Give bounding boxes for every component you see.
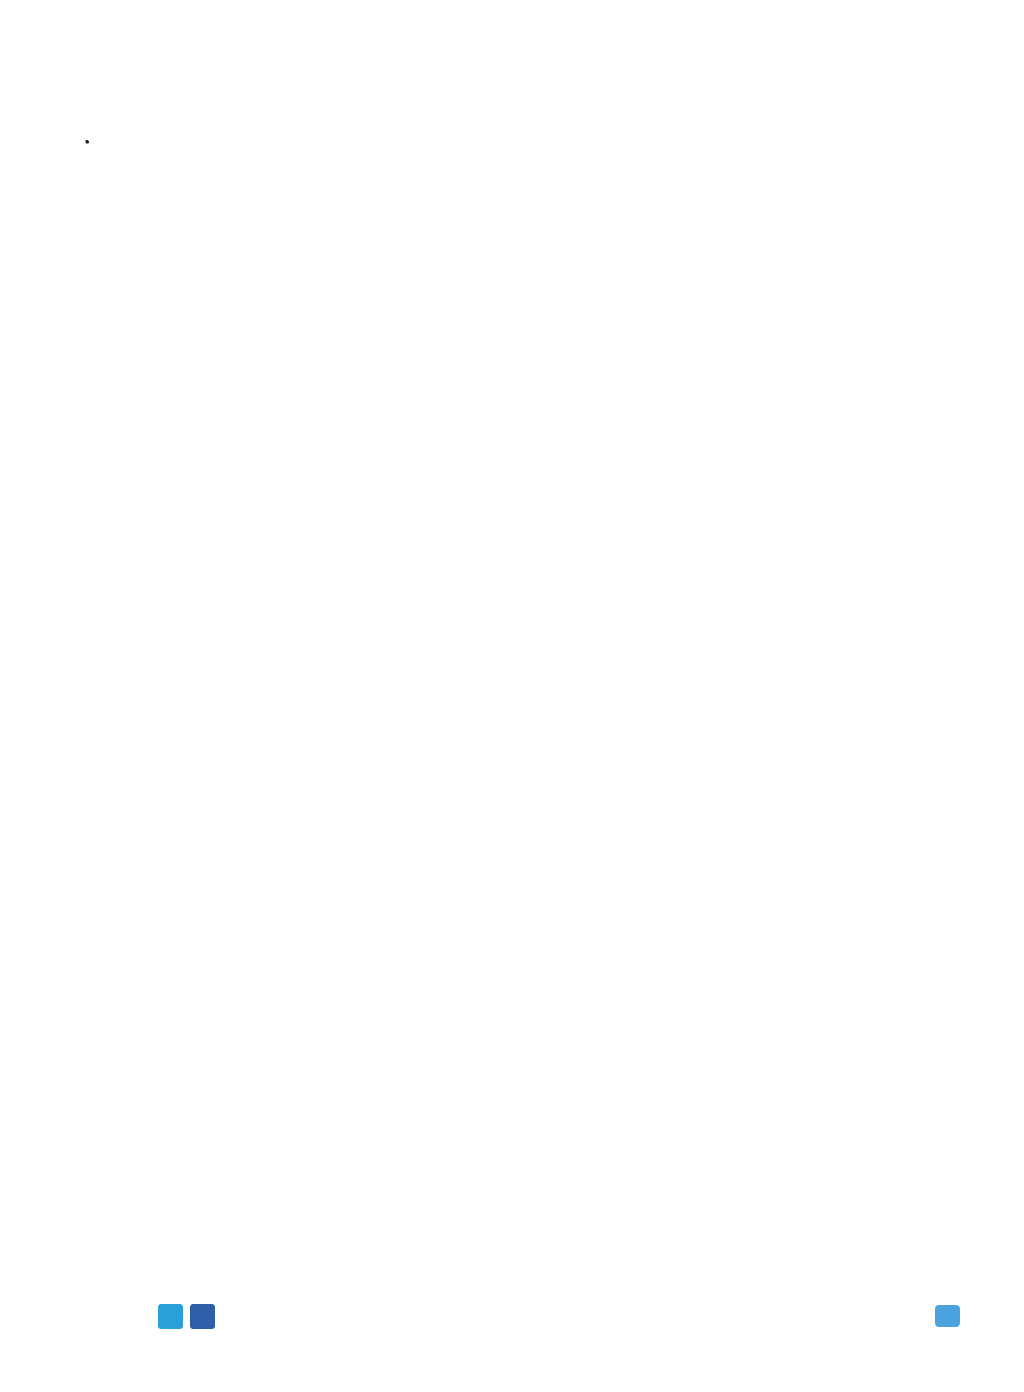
main-content <box>64 116 964 135</box>
facebook-icon[interactable] <box>190 1304 215 1329</box>
twitter-icon[interactable] <box>158 1304 183 1329</box>
page-number <box>935 1305 960 1327</box>
